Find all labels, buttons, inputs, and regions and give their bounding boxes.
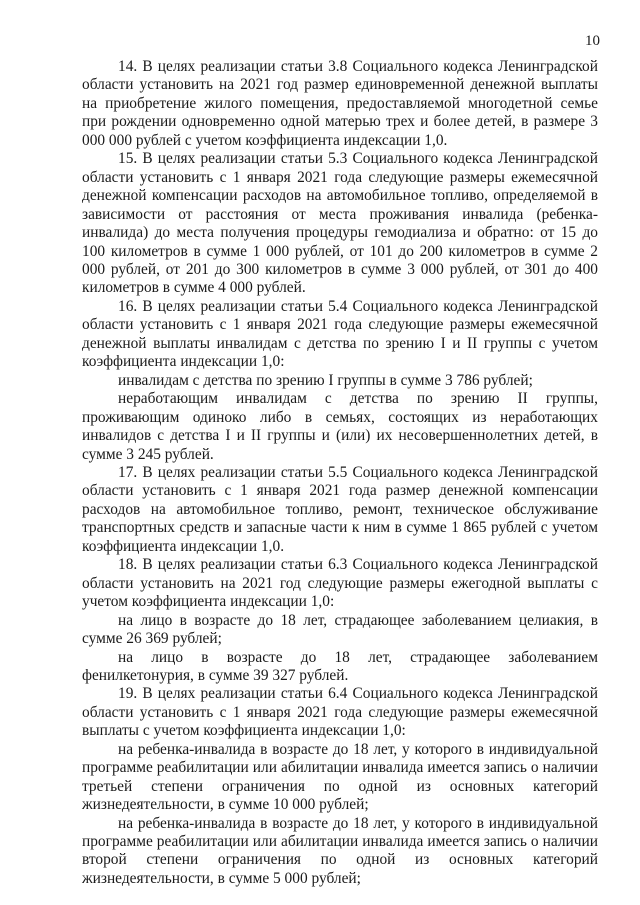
paragraph-16-item-1: инвалидам с детства по зрению I группы в сумме 3 786 рублей;	[118, 371, 533, 389]
paragraph-18-item-2: на лицо в возрасте до 18 лет, страдающее заболеванием фенилкетонурия, в сумме 39 327 рублей.	[82, 648, 598, 684]
page-number: 10	[585, 33, 600, 49]
paragraph-18-item-1: на лицо в возрасте до 18 лет, страдающее заболеванием целиакия, в сумме 26 369 рублей;	[82, 611, 598, 648]
document-body	[82, 58, 598, 888]
paragraph-14: 14. В целях реализации статьи 3.8 Социального кодекса Ленинградской области установить на 2021 год размер единовременной денежной выплаты на приобретение жилого помещения, предоставляемой многодетной семье при рождении одновременно одной матерью трех и более детей, в размере 3 000 000 рублей с учетом коэффициента индексации 1,0.	[82, 58, 598, 149]
paragraph-19: 19. В целях реализации статьи 6.4 Социального кодекса Ленинградской области установить с 1 января 2021 года следующие размеры ежемесячной выплаты с учетом коэффициента индексации 1,0:	[82, 685, 598, 740]
paragraph-16-item-2: неработающим инвалидам с детства по зрению II группы, проживающим одиноко либо в семьях, состоящих из неработающих инвалидов с детства I и II группы и (или) их несовершеннолетних детей, в сумме 3 245 рублей.	[82, 390, 598, 463]
paragraph-18: 18. В целях реализации статьи 6.3 Социального кодекса Ленинградской области установить на 2021 год следующие размеры ежегодной выплаты с учетом коэффициента индексации 1,0:	[82, 556, 598, 611]
paragraph-15: 15. В целях реализации статьи 5.3 Социального кодекса Ленинградской области установить с 1 января 2021 года следующие размеры ежемесячной денежной компенсации расходов на автомобильное топливо, определяемой в зависимости от расстояния от места проживания инвалида (ребенка-инвалида) до места получения процедуры гемодиализа и обратно: от 15 до 100 километров в сумме 1 000 рублей, от 101 до 200 километров в сумме 2 000 рублей, от 201 до 300 километров в сумме 3 000 рублей, от 301 до 400 километров в сумме 4 000 рублей.	[82, 150, 598, 297]
paragraph-19-item-1: на ребенка-инвалида в возрасте до 18 лет, у которого в индивидуальной программе реабилитации или абилитации инвалида имеется запись о наличии третьей степени ограничения по одной из основных категорий жизнедеятельности, в сумме 10 000 рублей;	[82, 740, 598, 814]
paragraph-17: 17. В целях реализации статьи 5.5 Социального кодекса Ленинградской области установить с 1 января 2021 года размер денежной компенсации расходов на автомобильное топливо, ремонт, техническое обслуживание транспортных средств и запасные части к ним в сумме 1 865 рублей с учетом коэффициента индексации 1,0.	[82, 463, 598, 555]
paragraph-19-item-2: на ребенка-инвалида в возрасте до 18 лет, у которого в индивидуальной программе реабилитации или абилитации инвалида имеется запись о наличии второй степени ограничения по одной из основных категорий жизнедеятельности, в сумме 5 000 рублей;	[82, 814, 598, 887]
paragraph-16: 16. В целях реализации статьи 5.4 Социального кодекса Ленинградской области установить с 1 января 2021 года следующие размеры ежемесячной денежной выплаты инвалидам с детства по зрению I и II группы с учетом коэффициента индексации 1,0:	[82, 297, 598, 371]
